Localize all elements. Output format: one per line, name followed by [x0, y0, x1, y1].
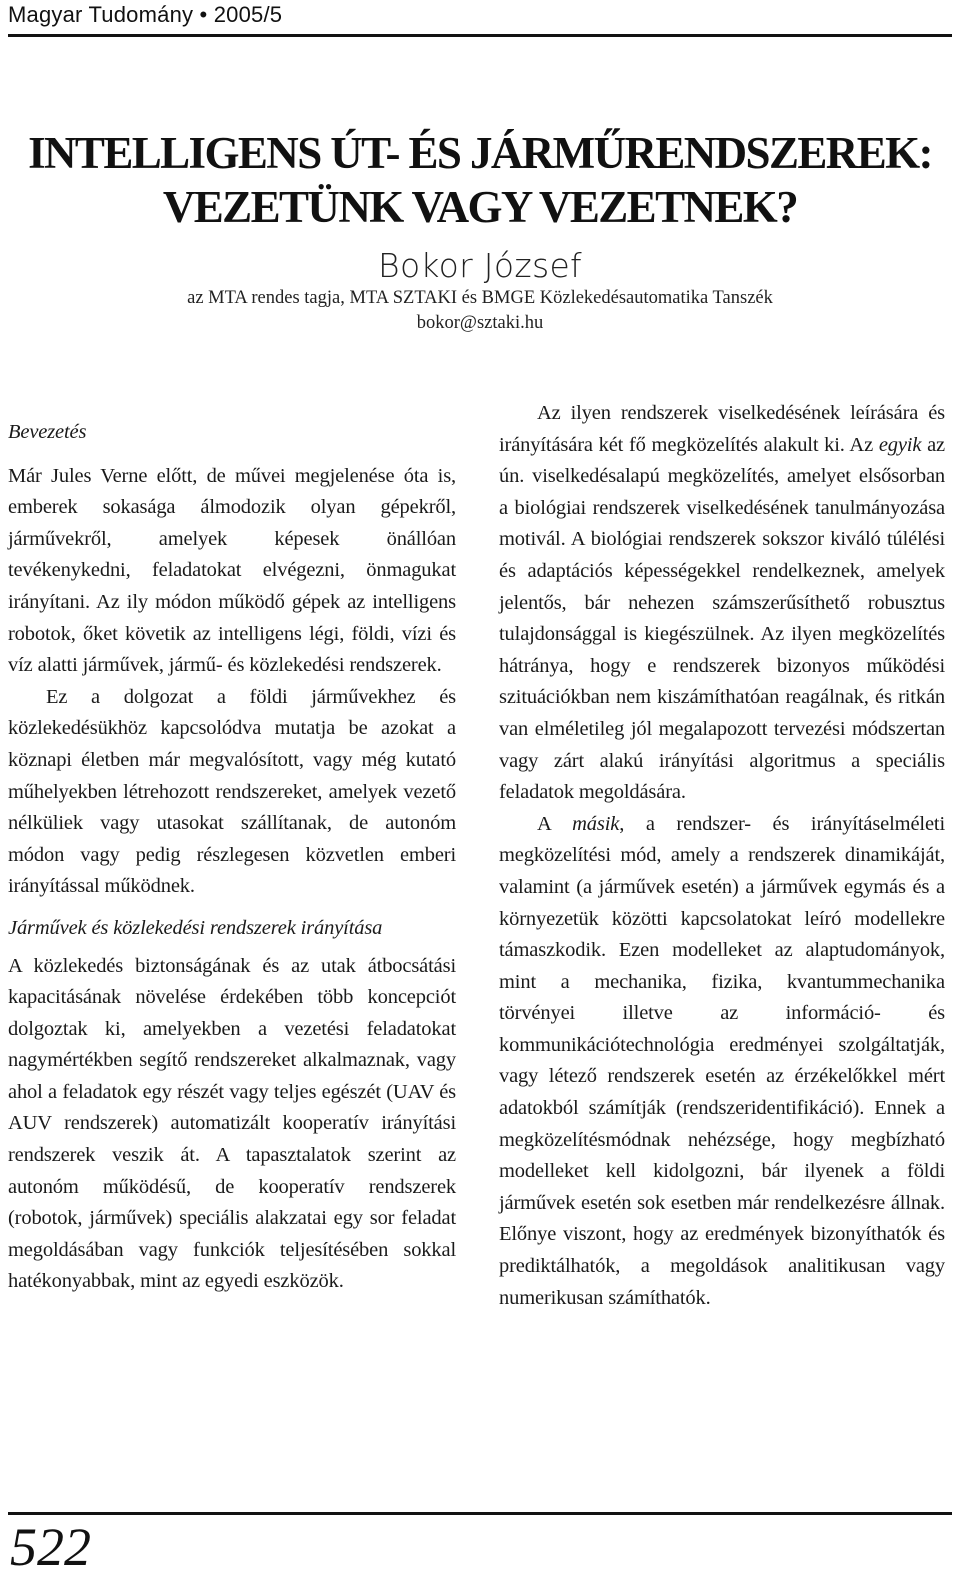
- paragraph: Már Jules Verne előtt, de művei megjelenése óta is, emberek sokasága álmodozik olyan gépekről, járművekről, amelyek képesek önállóan tevékenykedni, feladatokat elvégezni, önmagukat irányítani. Az ily módon működő gépek az intelligens robotok, őket követik az intelligens légi, földi, vízi és víz alatti járművek, jármű- és közlekedési rendszerek.: [8, 464, 456, 677]
- paragraph: Ez a dolgozat a földi járművekhez és közlekedésükhöz kapcsolódva mutatja be azokat a köznapi életben már megvalósított, vagy még kutató műhelyekben létrehozott rendszereket, amelyek vezető nélküliek vagy utasokat szállítanak, de autonóm módon vagy pedig részlegesen közvetlen emberi irányítással működnek.: [8, 685, 456, 898]
- author-email[interactable]: bokor@sztaki.hu: [416, 313, 544, 333]
- paragraph: [499, 809, 945, 1315]
- article-title: [0, 126, 960, 234]
- footer-rule: [8, 1512, 952, 1515]
- page-number: 522: [10, 1517, 91, 1577]
- title-line-2: VEZETÜNK VAGY VEZETNEK?: [162, 182, 798, 232]
- header-rule: [8, 34, 952, 37]
- title-line-1: INTELLIGENS ÚT- ÉS JÁRMŰRENDSZEREK:: [28, 128, 932, 178]
- text-run: A: [537, 812, 573, 835]
- right-column: [499, 398, 945, 1314]
- text-run: Az ilyen rendszerek viselkedésének leírására és irányítására két fő megközelítés alakult ki. Az: [499, 402, 945, 456]
- running-head: Magyar Tudomány • 2005/5: [8, 2, 283, 27]
- section-heading-control: Járművek és közlekedési rendszerek irányítása: [8, 916, 383, 939]
- left-column: [8, 417, 456, 1298]
- author-affiliation: az MTA rendes tagja, MTA SZTAKI és BMGE Közlekedésautomatika Tanszék: [187, 288, 773, 308]
- paragraph: A közlekedés biztonságának és az utak átbocsátási kapacitásának növelése érdekében több koncepciót dolgoztak ki, amelyekben a vezetési feladatokat nagymértékben segítő rendszereket alkalmaznak, vagy ahol a feladatok egy részét vagy teljes egészét (UAV és AUV rendszerek) automatizált kooperatív irányítási rendszerek veszik át. A tapasztalatok szerint az autonóm működésű, de kooperatív rendszerek (robotok, járművek) speciális alakzatai egy sor feladat megoldásában vagy funkciók teljesítésében sokkal hatékonyabbak, mint az egyedi eszközök.: [8, 954, 456, 1293]
- emphasis: egyik: [878, 433, 922, 456]
- text-run: az ún. viselkedésalapú megközelítés, amelyet elsősorban a biológiai rendszerek viselkedésének tanulmányozása motivál. A biológiai rendszerek sokszor kiváló túlélési és adaptációs képességekkel rendelkeznek, amelyek jelentős, bár nehezen számszerűsíthető robusztus tulajdonsággal is kiegészülnek. Az ilyen megközelítés hátránya, hogy e rendszerek bizonyos működési szituációkban nem kiszámíthatóan reagálnak, és ritkán van elméletileg jól megalapozott tervezési módszertan vagy zárt alakú irányítási algoritmus a speciális feladatok megoldására.: [499, 433, 945, 804]
- author-name: Bokor József: [378, 246, 582, 285]
- paragraph: [499, 398, 945, 809]
- text-run: , a rendszer- és irányításelméleti megközelítési mód, amely a rendszerek dinamikáját, valamint (a járművek esetén) a járművek egymás és a környezetük közötti kapcsolatokat leíró modellekre támaszkodik. Ezen modelleket az alaptudományok, mint a mechanika, fizika, kvantummechanika törvényei illetve az információ- és kommunikációtechnológia eredményei szolgáltatják, vagy létező rendszerek esetén az érzékelőkkel mért adatokból számítják (rendszeridentifikáció). Ennek a megközelítésmódnak nehézsége, hogy megbízható modelleket kell kidolgozni, bár ilyenek a földi járművek esetén sok esetben már rendelkezésre állnak. Előnye viszont, hogy az eredmények bizonyíthatók és prediktálhatók, a megoldások analitikusan vagy numerikusan számíthatók.: [499, 812, 945, 1309]
- section-heading-intro: Bevezetés: [8, 421, 87, 443]
- emphasis: másik: [572, 812, 620, 835]
